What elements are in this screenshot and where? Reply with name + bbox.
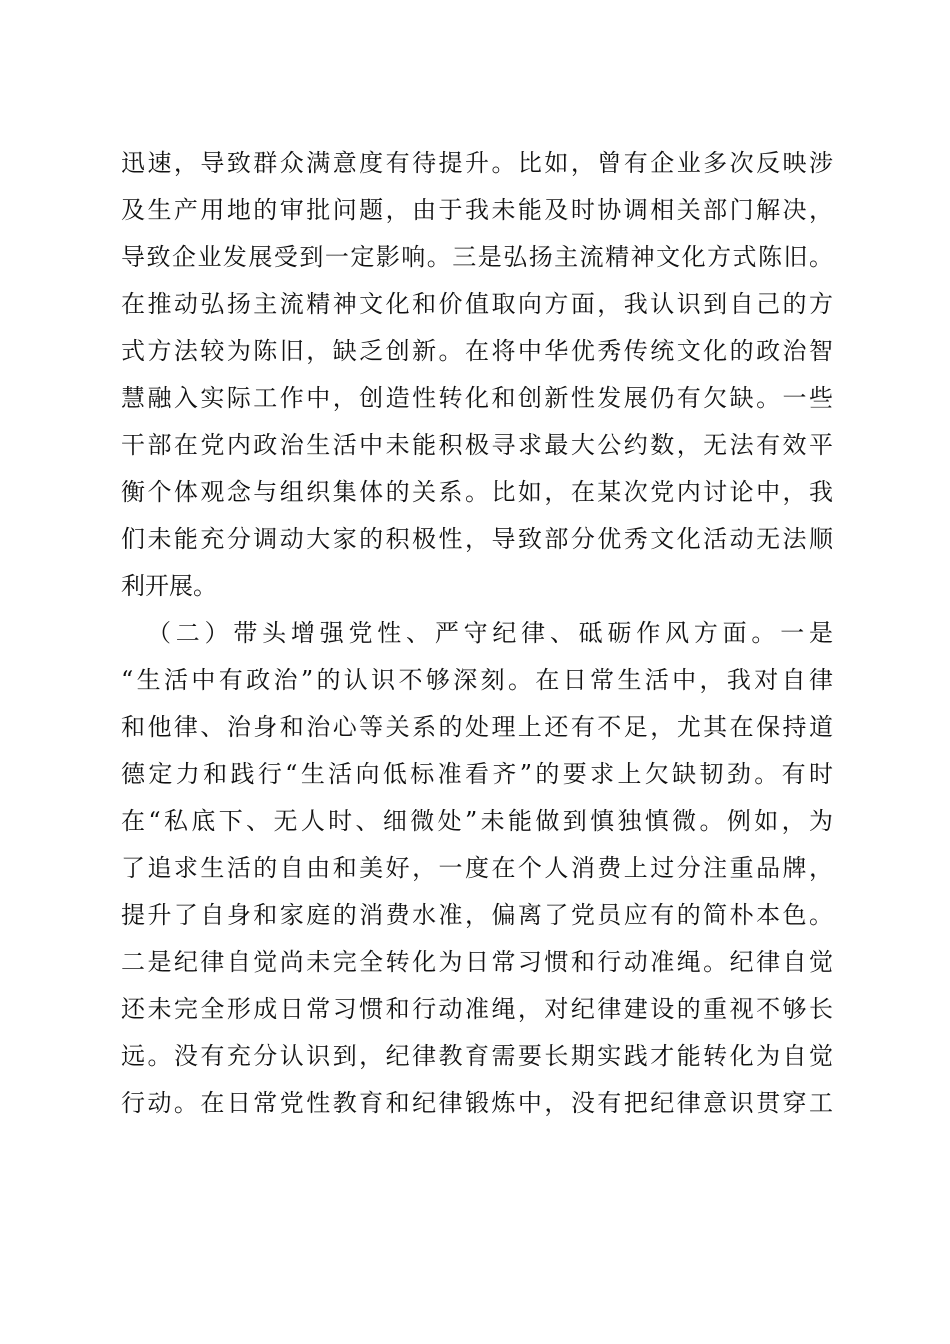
text-line: 迅速，导致群众满意度有待提升。比如，曾有企业多次反映涉 (121, 149, 833, 177)
text-line: 们未能充分调动大家的积极性，导致部分优秀文化活动无法顺 (121, 525, 833, 553)
section-heading-line: （二）带头增强党性、严守纪律、砥砺作风方面。一是 (147, 619, 833, 647)
text-line: 远。没有充分认识到，纪律教育需要长期实践才能转化为自觉 (121, 1042, 833, 1070)
text-line: 行动。在日常党性教育和纪律锻炼中，没有把纪律意识贯穿工 (121, 1089, 833, 1117)
text-line: 德定力和践行“生活向低标准看齐”的要求上欠缺韧劲。有时 (121, 760, 833, 788)
text-line: 式方法较为陈旧，缺乏创新。在将中华优秀传统文化的政治智 (121, 337, 833, 365)
text-line: 还未完全形成日常习惯和行动准绳，对纪律建设的重视不够长 (121, 995, 833, 1023)
text-line: 在“私底下、无人时、细微处”未能做到慎独慎微。例如，为 (121, 807, 833, 835)
text-line: “生活中有政治”的认识不够深刻。在日常生活中，我对自律 (121, 666, 833, 694)
text-line: 在推动弘扬主流精神文化和价值取向方面，我认识到自己的方 (121, 290, 833, 318)
text-line: 提升了自身和家庭的消费水准，偏离了党员应有的简朴本色。 (121, 901, 833, 929)
text-line: 导致企业发展受到一定影响。三是弘扬主流精神文化方式陈旧。 (121, 243, 833, 271)
text-line: 干部在党内政治生活中未能积极寻求最大公约数，无法有效平 (121, 431, 833, 459)
text-line: 了追求生活的自由和美好，一度在个人消费上过分注重品牌， (121, 854, 833, 882)
text-line: 和他律、治身和治心等关系的处理上还有不足，尤其在保持道 (121, 713, 833, 741)
text-line: 慧融入实际工作中，创造性转化和创新性发展仍有欠缺。一些 (121, 384, 833, 412)
text-line: 利开展。 (121, 572, 217, 600)
text-line: 衡个体观念与组织集体的关系。比如，在某次党内讨论中，我 (121, 478, 833, 506)
text-line: 二是纪律自觉尚未完全转化为日常习惯和行动准绳。纪律自觉 (121, 948, 833, 976)
text-line: 及生产用地的审批问题，由于我未能及时协调相关部门解决， (121, 196, 833, 224)
document-body (121, 140, 833, 1127)
